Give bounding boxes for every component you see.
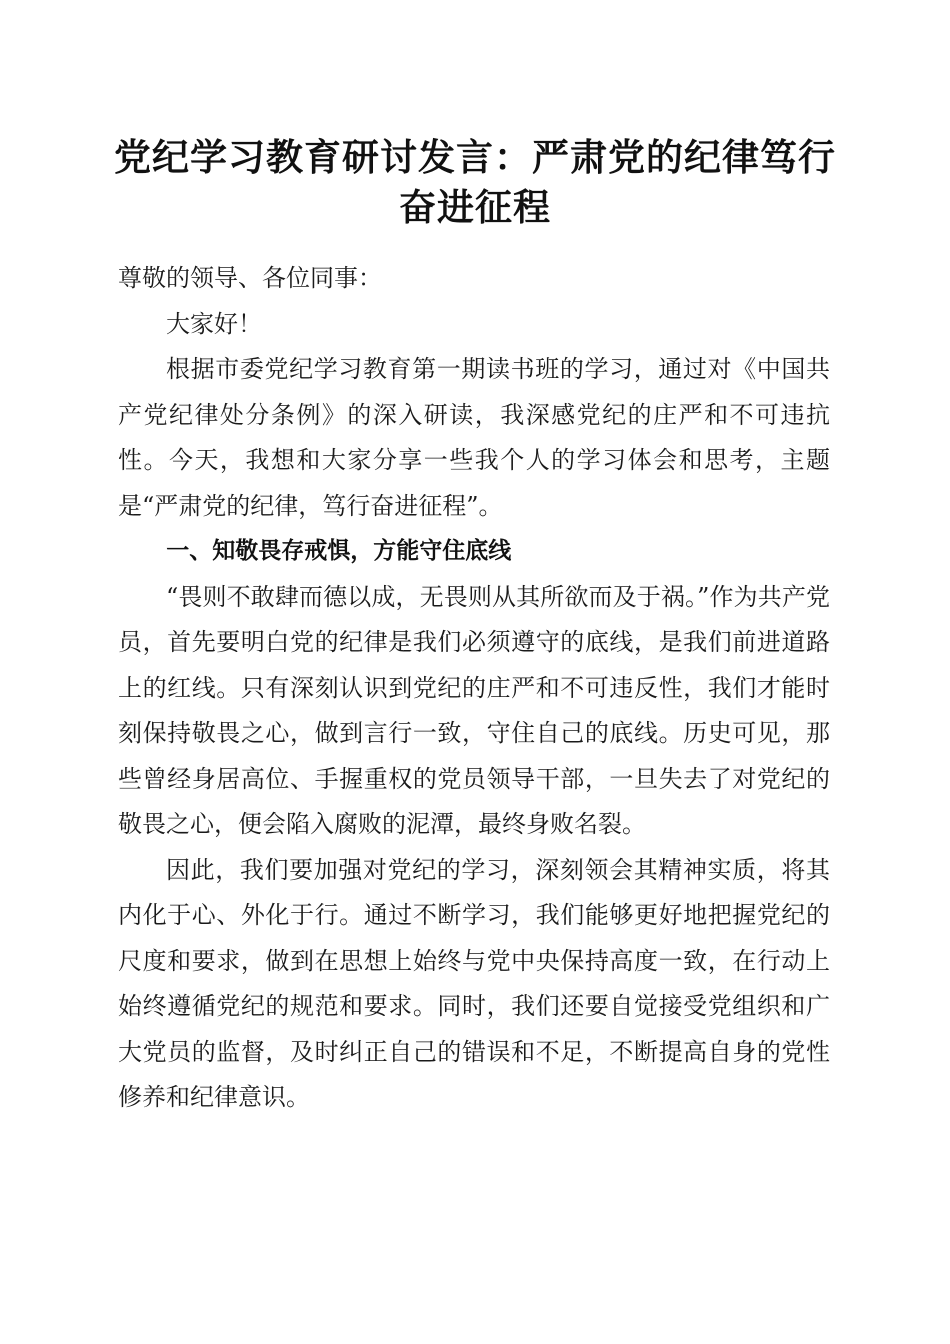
section-heading: 一、知敬畏存戒惧，方能守住底线: [166, 538, 512, 564]
paragraph: “畏则不敢肆而德以成，无畏则从其所欲而及于祸。”作为共产党员，首先要明白党的纪律是我们必须遵守的底线，是我们前进道路上的红线。只有深刻认识到党纪的庄严和不可违反性，我们才能时刻保持敬畏之心，做到言行一致，守住自己的底线。历史可见，那些曾经身居高位、手握重权的党员领导干部，一旦失去了对党纪的敬畏之心，便会陷入腐败的泥潭，最终身败名裂。: [118, 582, 830, 838]
document-title: 党纪学习教育研讨发言：严肃党的纪律笃行奋进征程: [114, 135, 836, 229]
paragraph: 因此，我们要加强对党纪的学习，深刻领会其精神实质，将其内化于心、外化于行。通过不断学习，我们能够更好地把握党纪的尺度和要求，做到在思想上始终与党中央保持高度一致，在行动上始终遵循党纪的规范和要求。同时，我们还要自觉接受党组织和广大党员的监督，及时纠正自己的错误和不足，不断提高自身的党性修养和纪律意识。: [118, 855, 830, 1111]
salutation: 尊敬的领导、各位同事：: [118, 264, 382, 292]
paragraph: 根据市委党纪学习教育第一期读书班的学习，通过对《中国共产党纪律处分条例》的深入研读，我深感党纪的庄严和不可违抗性。今天，我想和大家分享一些我个人的学习体会和思考，主题是“严肃党的纪律，笃行奋进征程”。: [118, 355, 830, 520]
document-body: [118, 256, 830, 1121]
greeting: 大家好！: [166, 309, 262, 338]
